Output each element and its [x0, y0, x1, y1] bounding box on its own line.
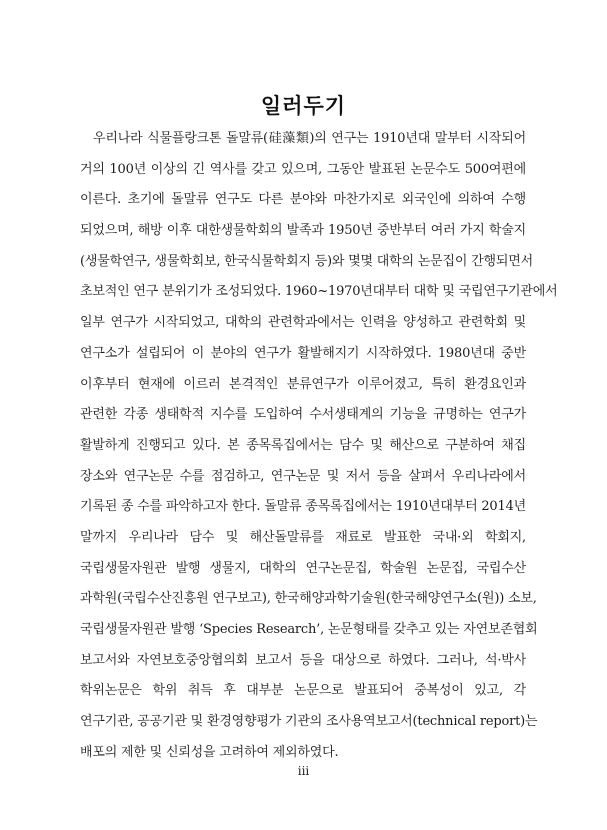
text-line: (생물학연구, 생물학회보, 한국식물학회지 등)와 몇몇 대학의 논문집이 간행되면서	[80, 253, 533, 269]
text-line: 일부 연구가 시작되었고, 대학의 관련학과에서는 인력을 양성하고 관련학회 및	[80, 315, 526, 331]
text-line: 초보적인 연구 분위기가 조성되었다. 1960~1970년대부터 대학 및 국립연구기관에서	[80, 284, 558, 300]
text-line: 연구소가 설립되어 이 분야의 연구가 활발해지기 시작하였다. 1980년대 중반	[80, 345, 526, 361]
text-line: 이후부터 현재에 이르러 본격적인 분류연구가 이루어졌고, 특히 환경요인과	[80, 376, 526, 392]
text-line: 말까지 우리나라 담수 및 해산돌말류를 재료로 발표한 국내·외 학회지,	[80, 529, 526, 545]
text-line: 배포의 제한 및 신뢰성을 고려하여 제외하였다.	[80, 744, 339, 760]
text-line: 과학원(국립수산진흥원 연구보고), 한국해양과학기술원(한국해양연구소(원)) 소보,	[80, 591, 537, 607]
text-line: 이른다. 초기에 돌말류 연구도 다른 분야와 마찬가지로 외국인에 의하여 수행	[80, 192, 526, 208]
text-line: 활발하게 진행되고 있다. 본 종목록집에서는 담수 및 해산으로 구분하여 채집	[80, 437, 526, 453]
text-line: 연구기관, 공공기관 및 환경영향평가 기관의 조사용역보고서(technical report)는	[80, 714, 538, 730]
text-line: 학위논문은 학위 취득 후 대부분 논문으로 발표되어 중복성이 있고, 각	[80, 683, 526, 699]
text-line: 장소와 연구논문 수를 점검하고, 연구논문 및 저서 등을 살펴서 우리나라에서	[80, 468, 526, 484]
text-line: 되었으며, 해방 이후 대한생물학회의 발족과 1950년 중반부터 여러 가지 학술지	[80, 223, 526, 239]
text-line: 관련한 각종 생태학적 지수를 도입하여 수서생태계의 기능을 규명하는 연구가	[80, 407, 526, 423]
text-line: 국립생물자원관 발행 생물지, 대학의 연구논문집, 학술원 논문집, 국립수산	[80, 560, 526, 576]
text-line: 국립생물자원관 발행 ‘Species Research’, 논문형태를 갖추고 있는 자연보존협회	[80, 622, 538, 637]
body-paragraph	[80, 124, 558, 768]
page-title: 일러두기	[260, 94, 347, 119]
text-line: 보고서와 자연보호중앙협의회 보고서 등을 대상으로 하였다. 그러나, 석·박사	[80, 652, 526, 668]
page-number: iii	[297, 764, 310, 778]
text-line: 기록된 종 수를 파악하고자 한다. 돌말류 종목록집에서는 1910년대부터 2014년	[80, 499, 526, 515]
text-line: 우리나라 식물플랑크톤 돌말류(硅藻類)의 연구는 1910년대 말부터 시작되어	[93, 131, 526, 146]
text-line: 거의 100년 이상의 긴 역사를 갖고 있으며, 그동안 발표된 논문수도 500여편에	[80, 161, 526, 177]
